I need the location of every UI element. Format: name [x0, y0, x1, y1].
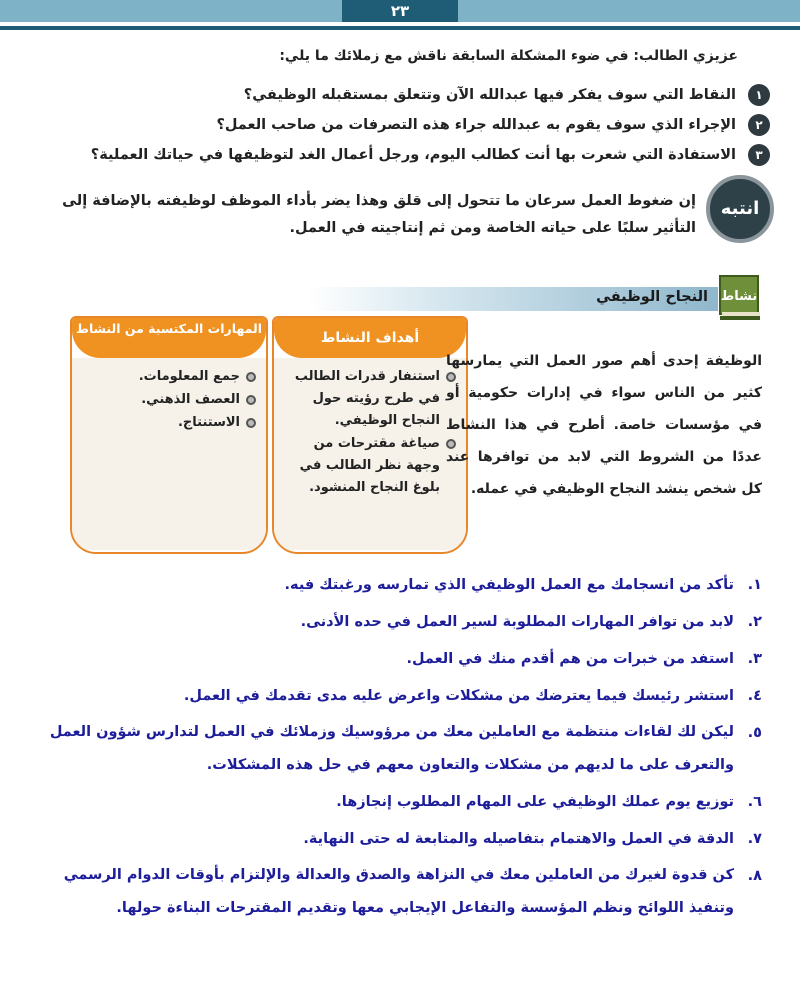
- step-item: [22, 605, 762, 639]
- step-item: [22, 785, 762, 819]
- step-text: توزيع يوم عملك الوظيفي على المهام المطلوب إنجازها.: [336, 794, 734, 810]
- attention-note: إن ضغوط العمل سرعان ما تتحول إلى قلق وهذا يضر بأداء الموظف لوظيفته بالإضافة إلى التأثير سلبًا على حياته الخاصة ومن ثم إنتاجيته في العمل.: [62, 193, 696, 236]
- step-text: تأكد من انسجامك مع العمل الوظيفي الذي تمارسه ورغبتك فيه.: [284, 577, 734, 593]
- question-item: [30, 140, 770, 170]
- step-number: ٤.: [747, 688, 762, 704]
- goals-card-body: [274, 358, 466, 550]
- step-number: ٣.: [747, 651, 762, 667]
- skill-item: [80, 389, 256, 411]
- step-number: ٢.: [747, 614, 762, 630]
- activity-description: الوظيفة إحدى أهم صور العمل التي يمارسها كثير من الناس سواء في إدارات حكومية أو في مؤسسات خاصة. أطرح في هذا النشاط عددًا من الشروط التي لابد من توافرها عند كل شخص ينشد النجاح الوظيفي في عمله.: [446, 353, 762, 497]
- skills-card: [70, 316, 268, 554]
- question-number: ٢: [748, 114, 770, 136]
- step-item: [22, 822, 762, 856]
- step-item: [22, 679, 762, 713]
- step-number: ١.: [747, 577, 762, 593]
- skill-text: جمع المعلومات.: [138, 369, 240, 384]
- step-number: ٦.: [747, 794, 762, 810]
- activity-icon-label: نشاط: [720, 289, 758, 304]
- skills-card-title: المهارات المكتسبة من النشاط: [72, 318, 266, 358]
- top-divider: [0, 26, 800, 30]
- step-text: استشر رئيسك فيما يعترضك من مشكلات واعرض عليه مدى تقدمك في العمل.: [183, 688, 734, 704]
- step-text: كن قدوة لغيرك من العاملين معك في النزاهة والصدق والعدالة والإلتزام بأوقات الدوام الرسمي وتنفيذ اللوائح ونظم المؤسسة والتفاعل الإيجابي معها وتقديم المقترحات البناءة حولها.: [63, 867, 734, 916]
- question-text: الإجراء الذي سوف يقوم به عبدالله جراء هذه التصرفات من صاحب العمل؟: [216, 117, 736, 133]
- step-item: [22, 568, 762, 602]
- question-item: [30, 110, 770, 140]
- skills-card-body: [72, 358, 266, 550]
- question-item: [30, 80, 770, 110]
- activity-book-icon: [718, 268, 762, 322]
- goals-card: [272, 316, 468, 554]
- step-number: ٥.: [747, 725, 762, 741]
- question-text: الاستفادة التي شعرت بها أنت كطالب اليوم، ورجل أعمال الغد لتوظيفها في حياتك العملية؟: [90, 147, 736, 163]
- bullet-icon: [246, 395, 256, 405]
- question-list: [30, 80, 770, 170]
- step-text: لابد من توافر المهارات المطلوبة لسير العمل في حده الأدنى.: [300, 614, 734, 630]
- question-number: ٣: [748, 144, 770, 166]
- bullet-icon: [246, 418, 256, 428]
- goal-text: استنفار قدرات الطالب في طرح رؤيته حول النجاح الوظيفي.: [294, 369, 440, 428]
- skill-text: الاستنتاج.: [177, 415, 240, 430]
- question-number: ١: [748, 84, 770, 106]
- skill-item: [80, 412, 256, 434]
- goal-item: [282, 433, 456, 499]
- step-item: [22, 642, 762, 676]
- step-number: ٧.: [747, 831, 762, 847]
- goal-item: [282, 366, 456, 432]
- step-item: [22, 716, 762, 782]
- step-item: [22, 859, 762, 925]
- step-number: ٨.: [747, 868, 762, 884]
- page-number: ٢٣: [342, 0, 458, 22]
- skill-item: [80, 366, 256, 388]
- goals-card-title: أهداف النشاط: [274, 318, 466, 358]
- step-text: ليكن لك لقاءات منتظمة مع العاملين معك من مرؤوسيك وزملائك في العمل لتدارس شؤون العمل والتعرف على ما لديهم من مشكلات والتعاون معهم في حل هذه المشكلات.: [49, 724, 734, 773]
- question-text: النقاط التي سوف يفكر فيها عبدالله الآن وتتعلق بمستقبله الوظيفي؟: [243, 87, 736, 103]
- step-text: استفد من خبرات من هم أقدم منك في العمل.: [406, 651, 734, 667]
- goal-text: صياغة مقترحات من وجهة نظر الطالب في بلوغ النجاح المنشود.: [299, 436, 440, 495]
- steps-list: [22, 568, 762, 928]
- intro-text: عزيزي الطالب: في ضوء المشكلة السابقة ناقش مع زملائك ما يلي:: [279, 48, 738, 64]
- step-text: الدقة في العمل والاهتمام بتفاصيله والمتابعة له حتى النهاية.: [303, 831, 734, 847]
- activity-title: النجاح الوظيفي: [596, 289, 708, 305]
- attention-badge: انتبه: [706, 175, 774, 243]
- skill-text: العصف الذهني.: [141, 392, 240, 407]
- bullet-icon: [246, 372, 256, 382]
